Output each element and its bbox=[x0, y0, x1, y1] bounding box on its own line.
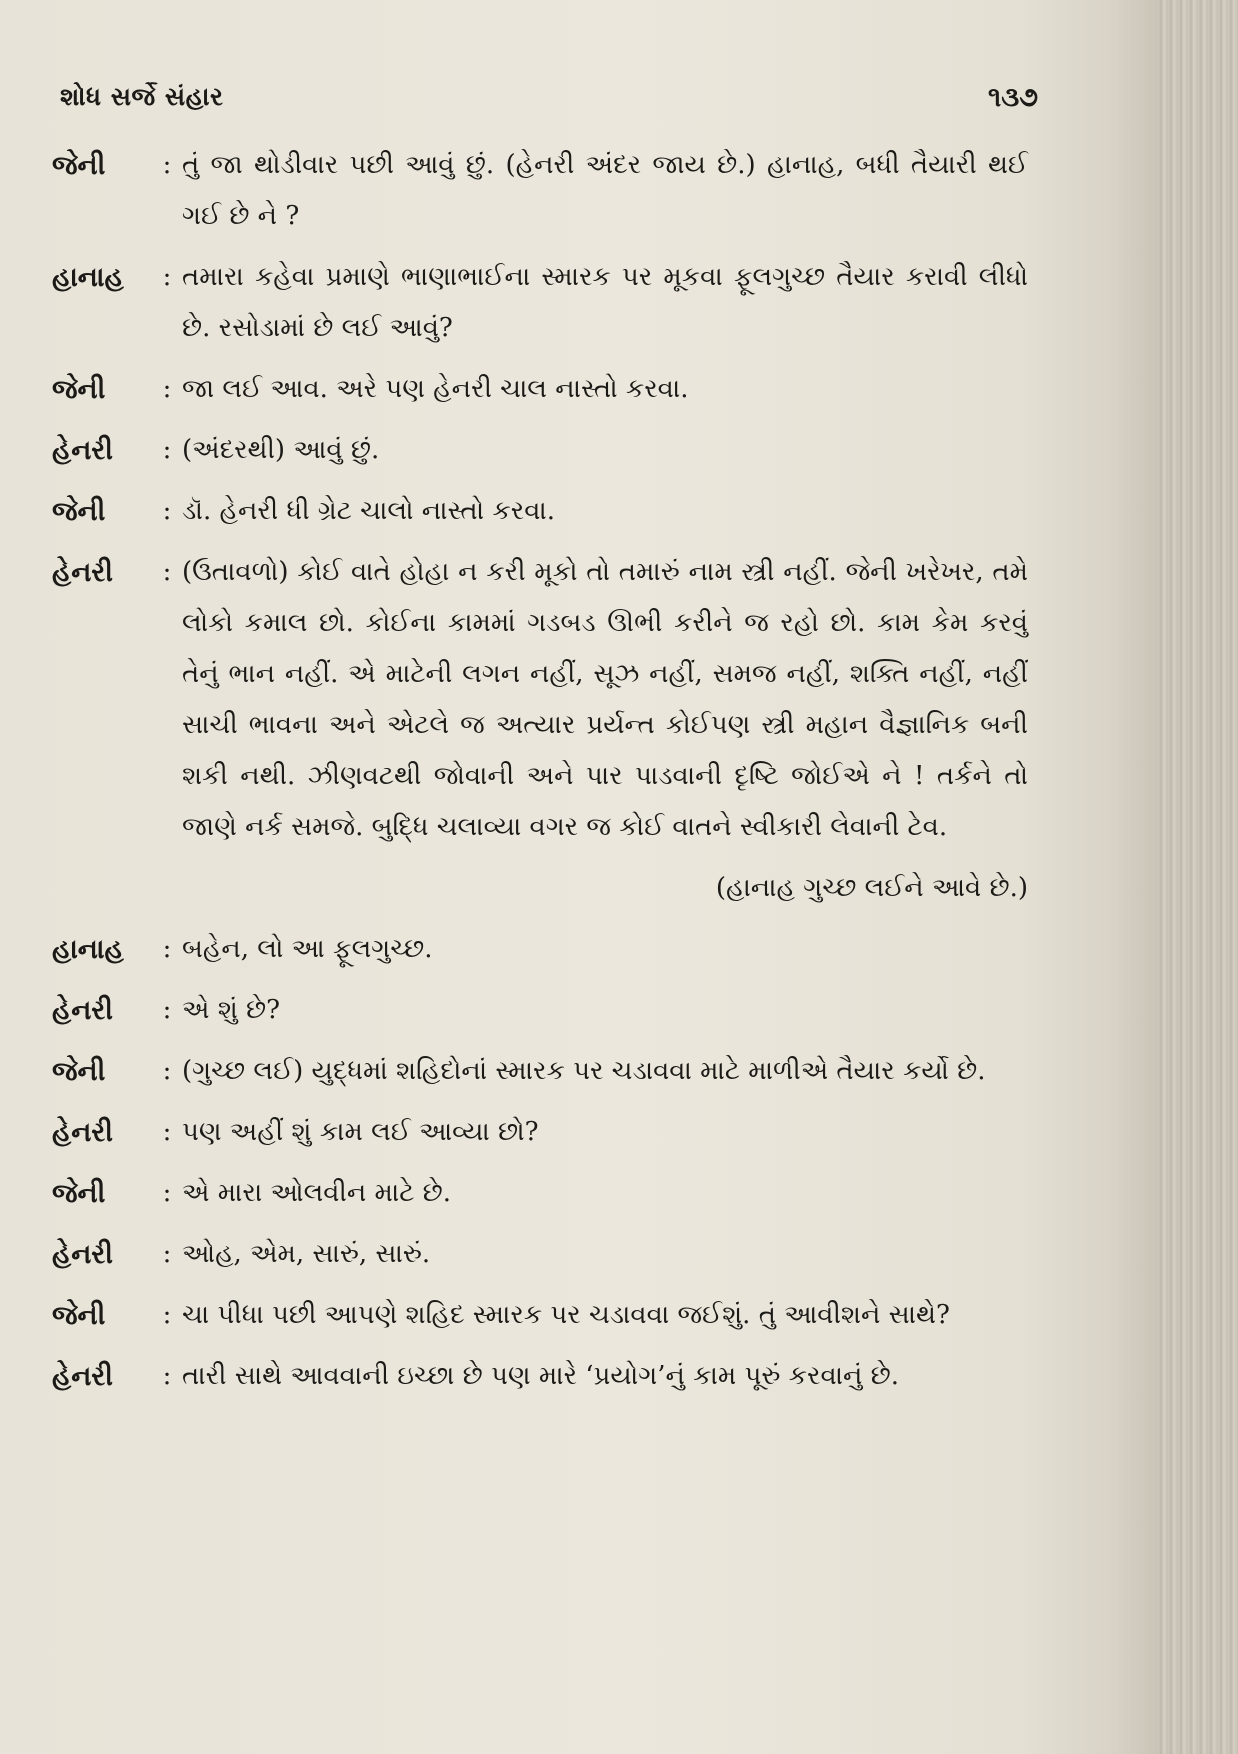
speaker-name: હેનરી bbox=[52, 435, 113, 466]
speech-text: પણ અહીં શું કામ લઈ આવ્યા છો? bbox=[182, 1117, 539, 1147]
speech-text: બહેન, લો આ ફૂલગુચ્છ. bbox=[182, 934, 433, 964]
dialogue-entry: જેની : જા લઈ આવ. અરે પણ હેનરી ચાલ નાસ્તો કરવા. bbox=[52, 364, 1028, 415]
dialogue-entry: હેનરી : (અંદરથી) આવું છું. bbox=[52, 425, 1028, 476]
speech-text: તું જા થોડીવાર પછી આવું છું. (હેનરી અંદર જાય છે.) હાનાહ, બધી તૈયારી થઈ ગઈ છે ને ? bbox=[182, 150, 1028, 231]
speech-text: તમારા કહેવા પ્રમાણે ભાણાભાઈના સ્મારક પર મૂકવા ફૂલગુચ્છ તૈયાર કરાવી લીધો છે. રસોડામાં છે લઈ આવું? bbox=[182, 262, 1028, 343]
speaker-name: જેની bbox=[52, 1178, 106, 1209]
book-page-edge bbox=[1158, 0, 1238, 1754]
speaker-name: હાનાહ bbox=[52, 262, 124, 293]
running-title: શોધ સર્જે સંહાર bbox=[60, 82, 224, 111]
speaker-name: હેનરી bbox=[52, 1361, 113, 1392]
page-header bbox=[60, 82, 1038, 122]
speaker-name: જેની bbox=[52, 1056, 106, 1087]
speaker-name: હેનરી bbox=[52, 1117, 113, 1148]
speech-text: એ મારા ઓલવીન માટે છે. bbox=[182, 1178, 451, 1208]
dialogue-entry: હેનરી : (ઉતાવળો) કોઈ વાતે હોહા ન કરી મૂકો તો તમારું નામ સ્ત્રી નહીં. જેની ખરેખર, તમે લોકો કમાલ છો. કોઈના કામમાં ગડબડ ઊભી કરીને જ રહો છો. કામ કેમ કરવું તેનું ભાન નહીં. એ માટેની લગન નહીં, સૂઝ નહીં, સમજ નહીં, શક્તિ નહીં, નહીં સાચી ભાવના અને એટલે જ અત્યાર પ્રર્યન્ત કોઈપણ સ્ત્રી મહાન વૈજ્ઞાનિક બની શકી નથી. ઝીણવટથી જોવાની અને પાર પાડવાની દૃષ્ટિ જોઈએ ને ! તર્કને તો જાણે નર્ક સમજે. બુદ્ધિ ચલાવ્યા વગર જ કોઈ વાતને સ્વીકારી લેવાની ટેવ. bbox=[52, 547, 1028, 853]
stage-direction: (હાનાહ ગુચ્છ લઈને આવે છે.) bbox=[715, 873, 1028, 903]
dialogue-entry: જેની : ચા પીધા પછી આપણે શહિદ સ્મારક પર ચડાવવા જઈશું. તું આવીશને સાથે? bbox=[52, 1290, 1028, 1341]
dialogue-entry: જેની : તું જા થોડીવાર પછી આવું છું. (હેનરી અંદર જાય છે.) હાનાહ, બધી તૈયારી થઈ ગઈ છે ને ? bbox=[52, 140, 1028, 242]
dialogue-entry: જેની : એ મારા ઓલવીન માટે છે. bbox=[52, 1168, 1028, 1219]
speech-text: ચા પીધા પછી આપણે શહિદ સ્મારક પર ચડાવવા જઈશું. તું આવીશને સાથે? bbox=[182, 1300, 950, 1330]
speaker-name: હાનાહ bbox=[52, 934, 124, 965]
dialogue-entry: હાનાહ : તમારા કહેવા પ્રમાણે ભાણાભાઈના સ્મારક પર મૂકવા ફૂલગુચ્છ તૈયાર કરાવી લીધો છે. રસોડામાં છે લઈ આવું? bbox=[52, 252, 1028, 354]
speech-text: ડૉ. હેનરી ધી ગ્રેટ ચાલો નાસ્તો કરવા. bbox=[182, 496, 556, 526]
speaker-name: જેની bbox=[52, 374, 106, 405]
dialogue-entry: હેનરી : ઓહ, એમ, સારું, સારું. bbox=[52, 1229, 1028, 1280]
dialogue-entry: હેનરી : એ શું છે? bbox=[52, 985, 1028, 1036]
speech-text: એ શું છે? bbox=[182, 995, 281, 1025]
speech-text: ઓહ, એમ, સારું, સારું. bbox=[182, 1239, 431, 1269]
dialogue-block bbox=[52, 140, 1028, 1412]
speech-text: (અંદરથી) આવું છું. bbox=[182, 435, 380, 465]
speaker-name: હેનરી bbox=[52, 557, 113, 588]
dialogue-entry: હેનરી : તારી સાથે આવવાની ઇચ્છા છે પણ મારે ‘પ્રયોગ’નું કામ પૂરું કરવાનું છે. bbox=[52, 1351, 1028, 1402]
speaker-name: હેનરી bbox=[52, 995, 113, 1026]
speaker-name: હેનરી bbox=[52, 1239, 113, 1270]
speech-text: (ગુચ્છ લઈ) યુદ્ધમાં શહિદોનાં સ્મારક પર ચડાવવા માટે માળીએ તૈયાર કર્યો છે. bbox=[182, 1056, 986, 1086]
speaker-name: જેની bbox=[52, 1300, 106, 1331]
speech-text: (ઉતાવળો) કોઈ વાતે હોહા ન કરી મૂકો તો તમારું નામ સ્ત્રી નહીં. જેની ખરેખર, તમે લોકો કમાલ છો. કોઈના કામમાં ગડબડ ઊભી કરીને જ રહો છો. કામ કેમ કરવું તેનું ભાન નહીં. એ માટેની લગન નહીં, સૂઝ નહીં, સમજ નહીં, શક્તિ નહીં, નહીં સાચી ભાવના અને એટલે જ અત્યાર પ્રર્યન્ત કોઈપણ સ્ત્રી મહાન વૈજ્ઞાનિક બની શકી નથી. ઝીણવટથી જોવાની અને પાર પાડવાની દૃષ્ટિ જોઈએ ને ! તર્કને તો જાણે નર્ક સમજે. બુદ્ધિ ચલાવ્યા વગર જ કોઈ વાતને સ્વીકારી લેવાની ટેવ. bbox=[182, 557, 1028, 842]
speaker-name: જેની bbox=[52, 150, 106, 181]
dialogue-entry: હેનરી : પણ અહીં શું કામ લઈ આવ્યા છો? bbox=[52, 1107, 1028, 1158]
dialogue-entry: જેની : ડૉ. હેનરી ધી ગ્રેટ ચાલો નાસ્તો કરવા. bbox=[52, 486, 1028, 537]
page-number: ૧૩૭ bbox=[988, 82, 1038, 113]
dialogue-entry: હાનાહ : બહેન, લો આ ફૂલગુચ્છ. bbox=[52, 924, 1028, 975]
dialogue-entry: જેની : (ગુચ્છ લઈ) યુદ્ધમાં શહિદોનાં સ્મારક પર ચડાવવા માટે માળીએ તૈયાર કર્યો છે. bbox=[52, 1046, 1028, 1097]
speaker-name: જેની bbox=[52, 496, 106, 527]
speech-text: તારી સાથે આવવાની ઇચ્છા છે પણ મારે ‘પ્રયોગ’નું કામ પૂરું કરવાનું છે. bbox=[182, 1361, 900, 1391]
speech-text: જા લઈ આવ. અરે પણ હેનરી ચાલ નાસ્તો કરવા. bbox=[182, 374, 689, 404]
